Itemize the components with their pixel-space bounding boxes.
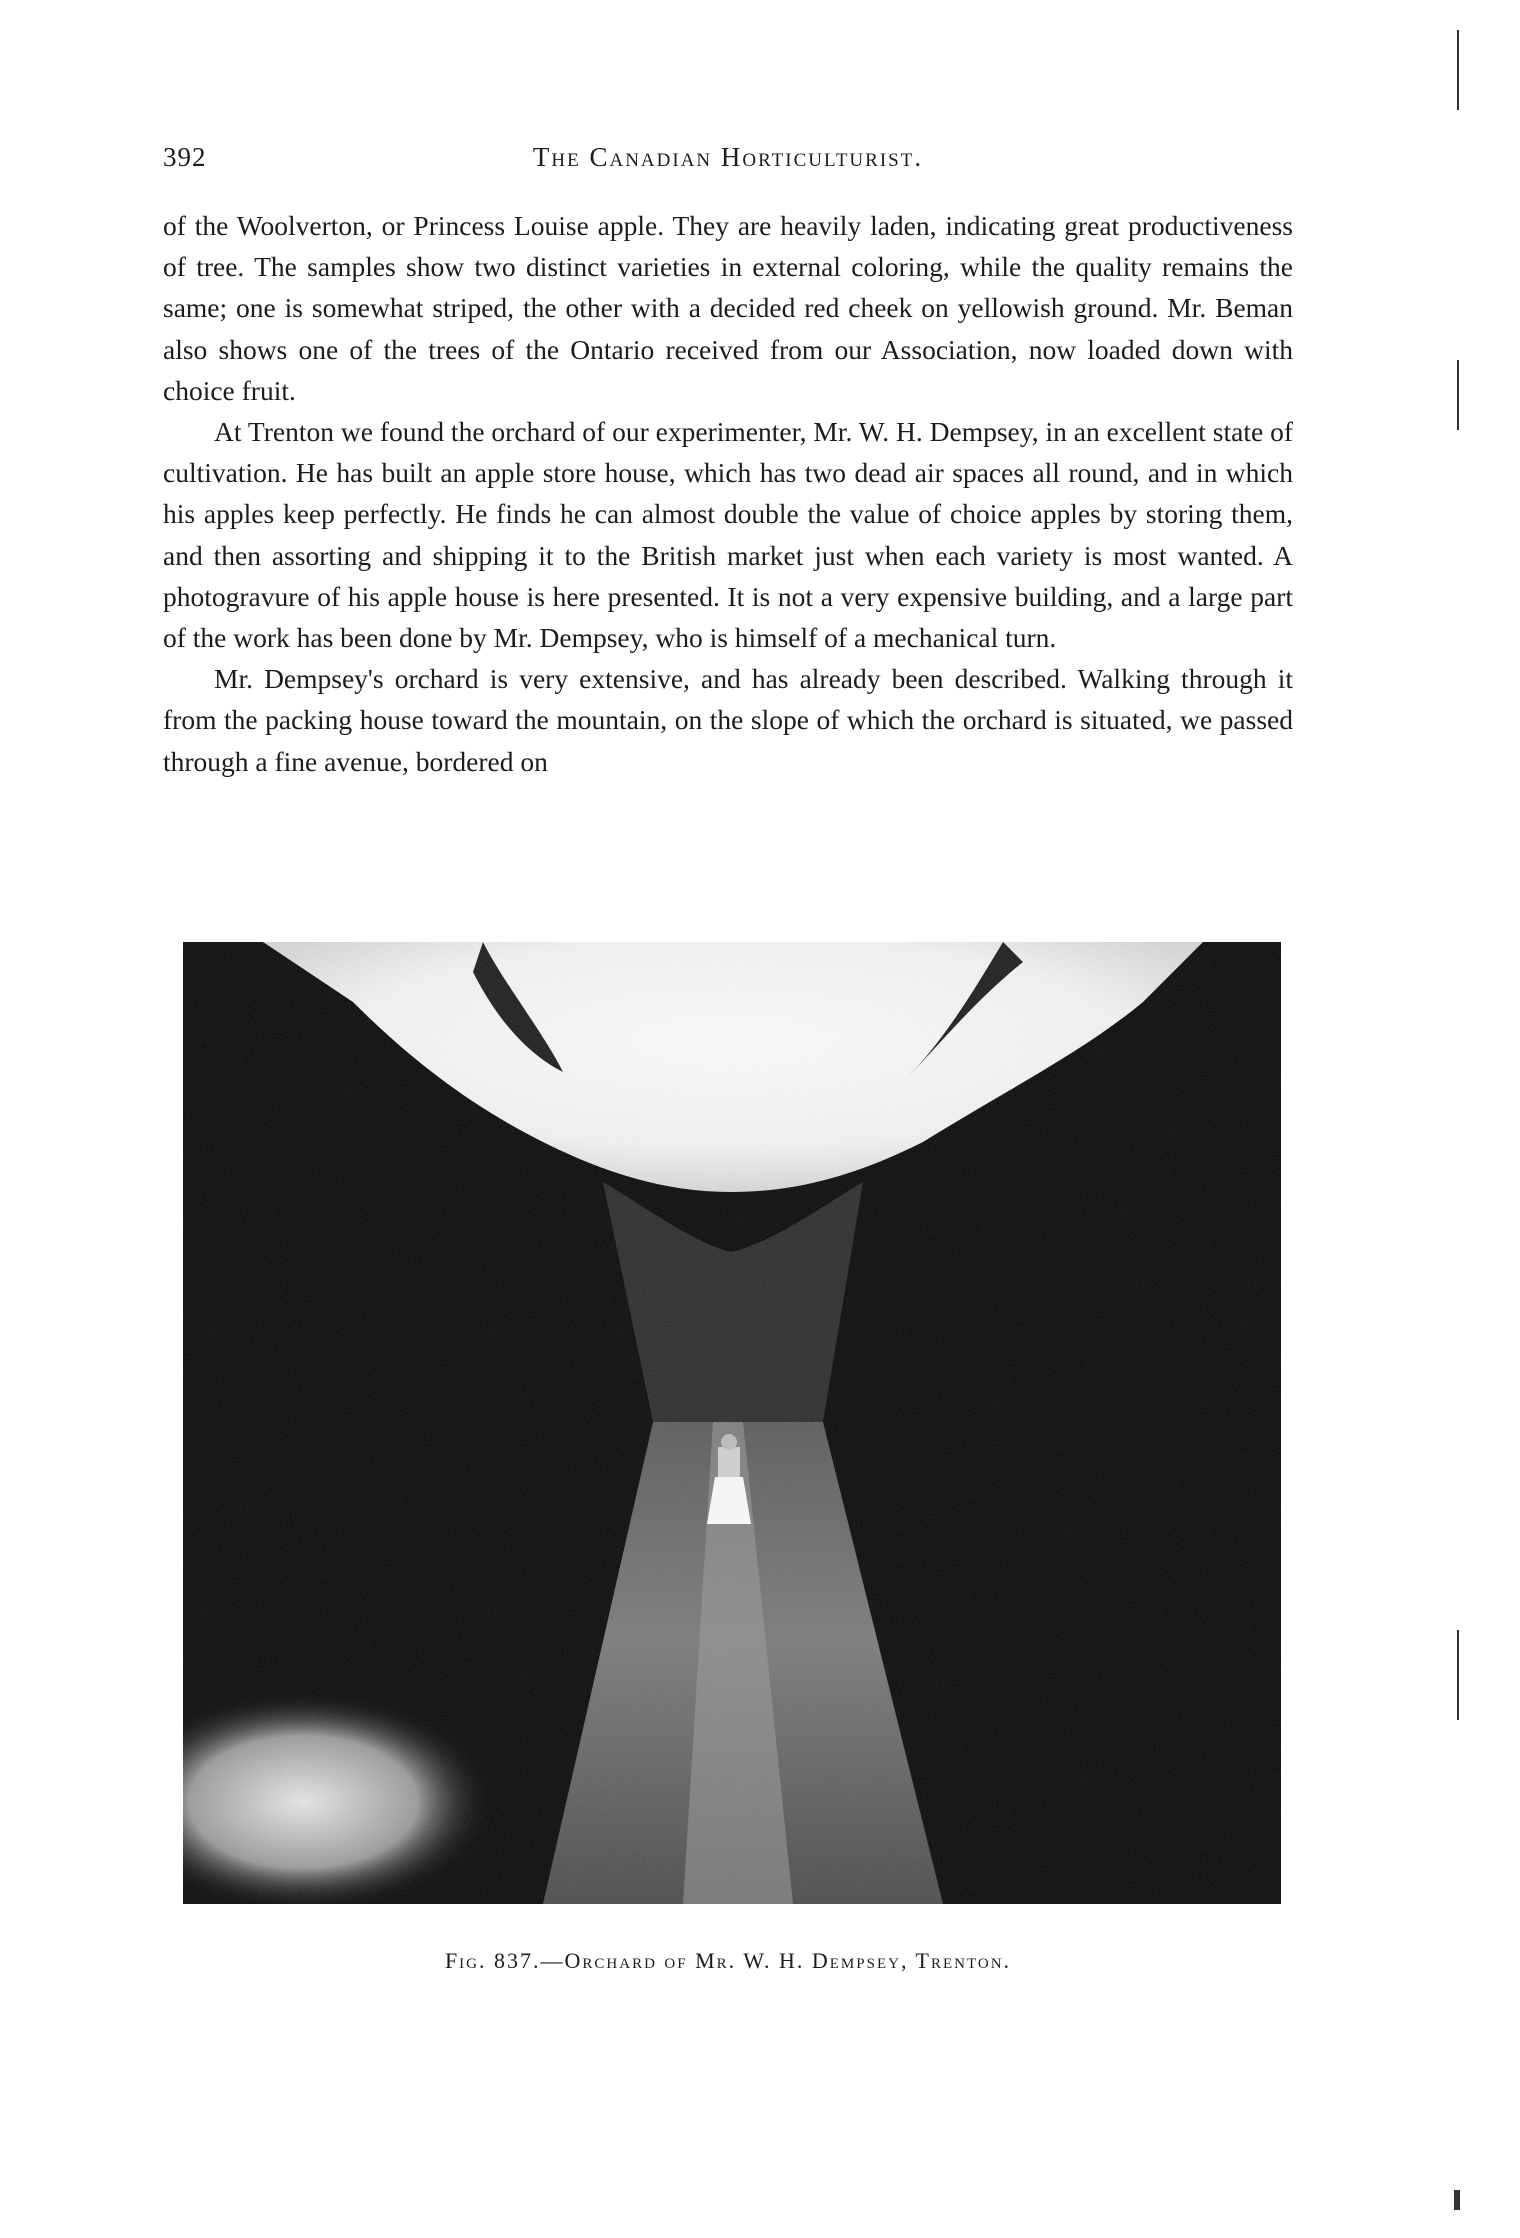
scan-edge-mark <box>1457 1630 1459 1720</box>
article-body <box>163 205 1293 782</box>
orchard-photo-illustration <box>183 942 1281 1904</box>
scan-edge-mark <box>1454 2190 1460 2210</box>
running-title: The Canadian Horticulturist. <box>532 142 924 172</box>
orchard-photograph <box>183 942 1281 1904</box>
scan-edge-mark <box>1457 30 1459 110</box>
page-header <box>163 142 1293 182</box>
paragraph-continued: of the Woolverton, or Princess Louise apple. They are heavily laden, indicating great productiveness of tree. The samples show two distinct varieties in external coloring, while the quality remains the same; one is somewhat striped, the other with a decided red cheek on yellowish ground. Mr. Beman also shows one of the trees of the Ontario received from our Association, now loaded down with choice fruit. <box>163 210 1293 406</box>
paragraph-dempsey-orchard: Mr. Dempsey's orchard is very extensive, and has already been described. Walking through it from the packing house toward the mountain, on the slope of which the orchard is situated, we passed through a fine avenue, bordered on <box>163 663 1293 777</box>
page-number: 392 <box>163 142 207 172</box>
scan-edge-mark <box>1457 360 1459 430</box>
paragraph-trenton: At Trenton we found the orchard of our experimenter, Mr. W. H. Dempsey, in an excellent state of cultivation. He has built an apple store house, which has two dead air spaces all round, and in which his apples keep perfectly. He finds he can almost double the value of choice apples by storing them, and then assorting and shipping it to the British market just when each variety is most wanted. A photogravure of his apple house is here presented. It is not a very expensive building, and a large part of the work has been done by Mr. Dempsey, who is himself of a mechanical turn. <box>163 416 1293 654</box>
figure-caption: Fig. 837.—Orchard of Mr. W. H. Dempsey, Trenton. <box>444 1948 1012 1973</box>
